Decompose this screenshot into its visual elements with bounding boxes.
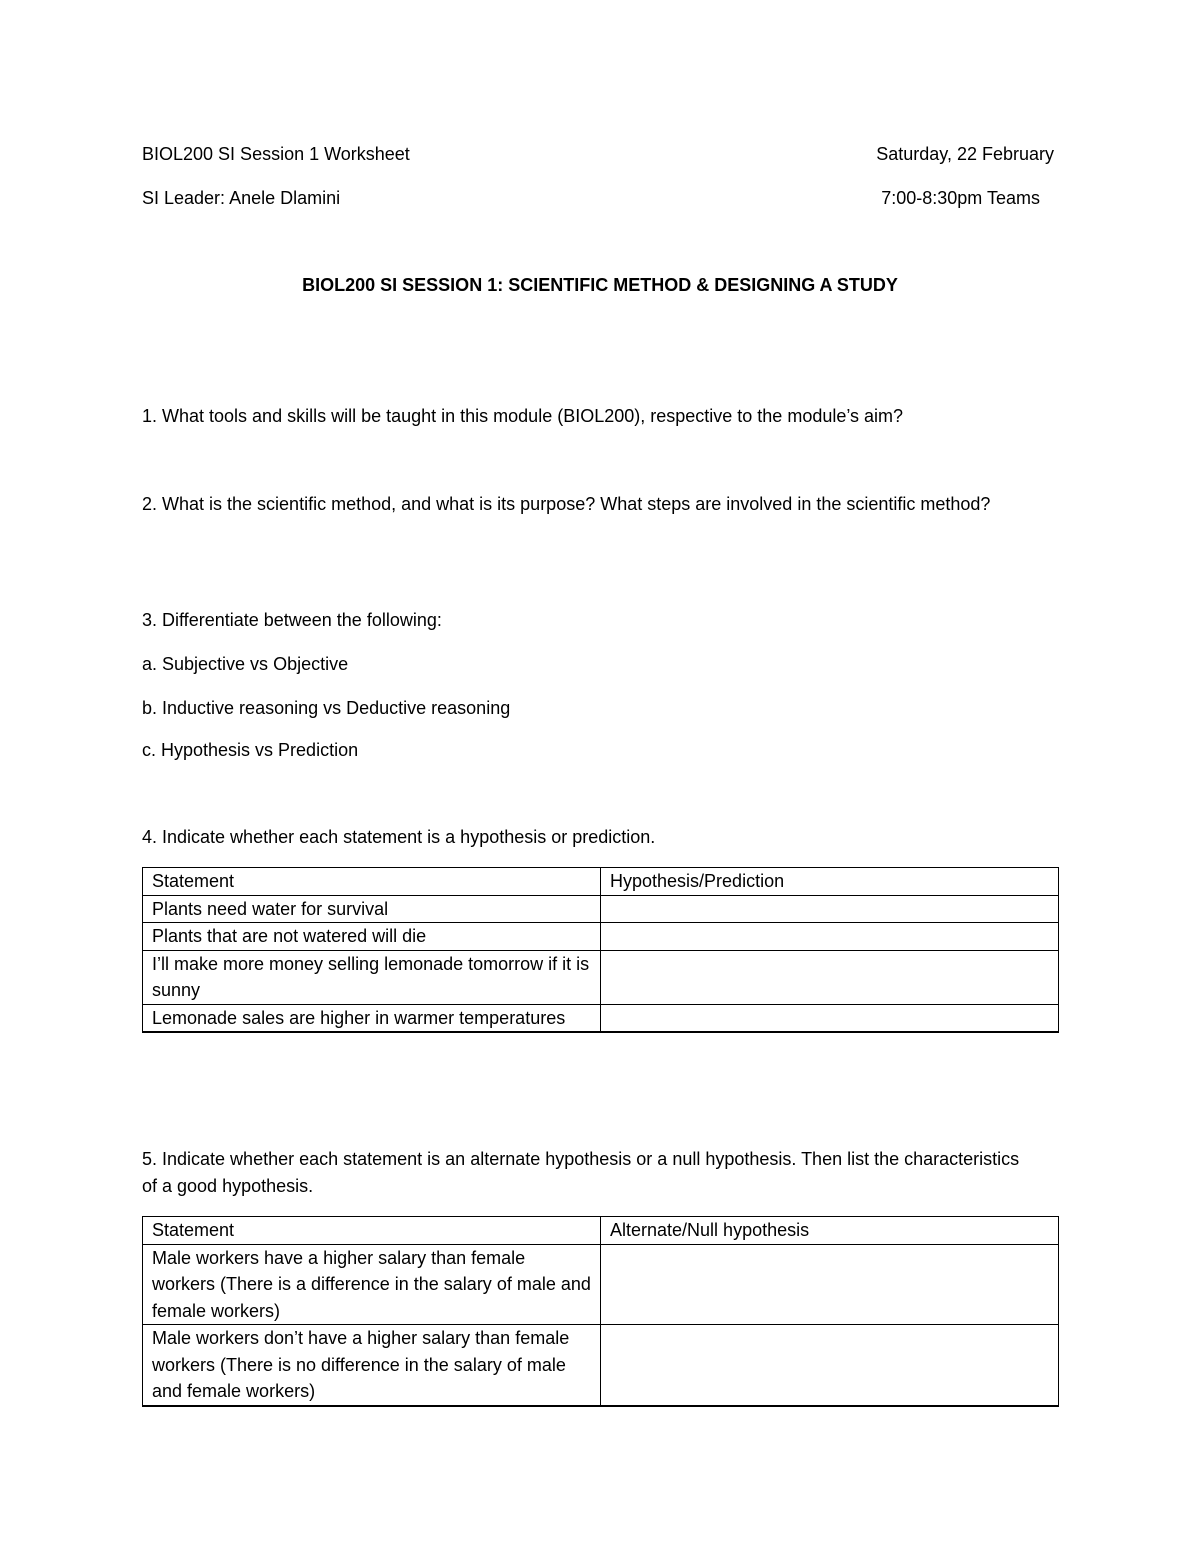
table-header-row <box>143 868 1059 896</box>
table-header-cell: Hypothesis/Prediction <box>601 868 1059 896</box>
session-date: Saturday, 22 February <box>876 144 1054 164</box>
session-time: 7:00-8:30pm Teams <box>881 188 1040 208</box>
table-row <box>143 1004 1059 1032</box>
table-header-cell: Statement <box>143 868 601 896</box>
answer-cell[interactable] <box>601 1244 1059 1325</box>
table-row <box>143 1244 1059 1325</box>
answer-cell[interactable] <box>601 923 1059 951</box>
question-3c: c. Hypothesis vs Prediction <box>142 740 359 760</box>
statement-cell: Plants that are not watered will die <box>143 923 601 951</box>
si-leader: SI Leader: Anele Dlamini <box>142 188 341 208</box>
alternate-null-table <box>142 1216 1059 1407</box>
answer-cell[interactable] <box>601 1325 1059 1406</box>
statement-cell: Lemonade sales are higher in warmer temperatures <box>143 1004 601 1032</box>
answer-cell[interactable] <box>601 1004 1059 1032</box>
answer-cell[interactable] <box>601 895 1059 923</box>
question-3: 3. Differentiate between the following: <box>142 610 442 630</box>
hypothesis-prediction-table <box>142 867 1059 1033</box>
question-1: 1. What tools and skills will be taught in this module (BIOL200), respective to the module’s aim? <box>142 406 904 426</box>
page-title: BIOL200 SI SESSION 1: SCIENTIFIC METHOD & DESIGNING A STUDY <box>302 275 898 295</box>
table-header-cell: Alternate/Null hypothesis <box>601 1217 1059 1245</box>
table-header-row <box>143 1217 1059 1245</box>
question-2: 2. What is the scientific method, and what is its purpose? What steps are involved in the scientific method? <box>142 494 991 514</box>
question-3a: a. Subjective vs Objective <box>142 654 349 674</box>
answer-cell[interactable] <box>601 950 1059 1004</box>
statement-cell: I’ll make more money selling lemonade tomorrow if it is sunny <box>143 950 601 1004</box>
question-4: 4. Indicate whether each statement is a hypothesis or prediction. <box>142 827 656 847</box>
question-3b: b. Inductive reasoning vs Deductive reasoning <box>142 698 511 718</box>
table-row <box>143 895 1059 923</box>
statement-cell: Plants need water for survival <box>143 895 601 923</box>
table-row <box>143 923 1059 951</box>
statement-cell: Male workers have a higher salary than female workers (There is a difference in the salary of male and female workers) <box>143 1244 601 1325</box>
statement-cell: Male workers don’t have a higher salary than female workers (There is no difference in the salary of male and female workers) <box>143 1325 601 1406</box>
table-row <box>143 1325 1059 1406</box>
question-5: 5. Indicate whether each statement is an alternate hypothesis or a null hypothesis. Then list the characteristics of a good hypothesis. <box>142 1149 1020 1196</box>
table-header-cell: Statement <box>143 1217 601 1245</box>
worksheet-name: BIOL200 SI Session 1 Worksheet <box>142 144 410 164</box>
table-row <box>143 950 1059 1004</box>
